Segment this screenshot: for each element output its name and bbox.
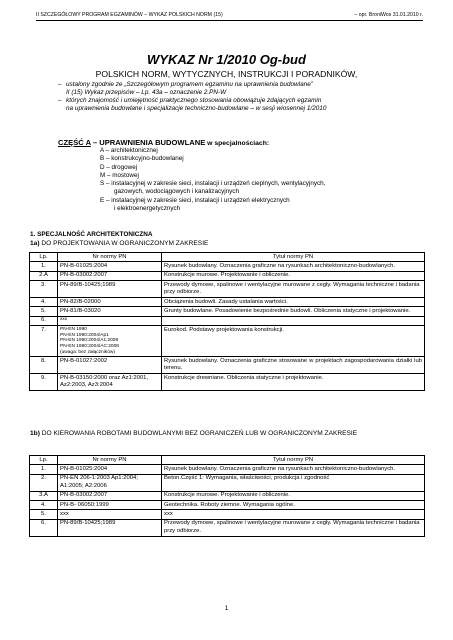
cell-title: [162, 316, 425, 325]
table-row: [30, 491, 425, 500]
cell-lp: 3.: [30, 281, 58, 298]
specialty-item: gazowych, wodociągowych i kanalizacyjnych: [114, 188, 239, 196]
cell-nr: PN-B-01025:2004: [58, 465, 162, 474]
cell-nr: PN-EN 206-1:2003 Ap1:2004; A1:2005; A2:2006: [58, 474, 162, 491]
running-header: [36, 6, 423, 21]
section-1a-label: 1a): [30, 240, 40, 247]
specialty-list: [100, 147, 325, 213]
table-row: [30, 474, 425, 491]
table-row: [30, 357, 425, 374]
document-title: WYKAZ Nr 1/2010 Og-bud: [147, 52, 306, 67]
col-lp-header: Lp.: [30, 456, 58, 465]
header-left: II SZCZEGÓŁOWY PROGRAM EGZAMINÓW – WYKAZ POLSKICH NORM (15): [36, 12, 223, 18]
table-row: [30, 316, 425, 325]
standards-table-1a: [29, 252, 425, 391]
note-line: których znajomość i umiejętność praktycznego stosowania obowiązuje zdających egzamin: [66, 97, 322, 104]
standards-table-1b: [29, 455, 425, 537]
specialty-item: A – architektonicznej: [100, 147, 158, 154]
cell-lp: 9.: [30, 374, 58, 391]
cell-nr: PN-B-03002:2007: [58, 491, 162, 500]
part-a-spec: w specjalnościach:: [205, 140, 270, 147]
part-a-text: – UPRAWNIENIA BUDOWLANE: [92, 138, 206, 147]
cell-title: Konstrukcje murowe. Projektowanie i obliczenie.: [162, 491, 425, 500]
cell-title: Konstrukcje murowe. Projektowanie i obliczenie.: [162, 271, 425, 280]
specialty-item: M – mostowej: [100, 171, 139, 179]
document-notes: [58, 81, 398, 113]
cell-title: Geotechnika. Roboty ziemne. Wymagania ogólne.: [162, 501, 425, 510]
cell-nr: xxx: [58, 510, 162, 519]
cell-title: Eurokod. Podstawy projektowania konstrukcji.: [162, 326, 425, 357]
specialty-item: B – konstrukcyjno-budowlanej: [100, 155, 184, 163]
col-nr-header: Nr normy PN: [58, 253, 162, 262]
cell-nr: PN-B-03150:2000 oraz Az1:2001, Az2:2003, Az3:2004: [58, 374, 162, 391]
table-row: [30, 307, 425, 316]
cell-lp: 8.: [30, 357, 58, 374]
cell-lp: 6.: [30, 519, 58, 536]
table-row: [30, 465, 425, 474]
cell-nr-sub: PN-EN 1990:2004/AC:2008: [60, 344, 119, 350]
part-a-label: CZĘŚĆ A: [58, 138, 91, 147]
cell-title: Beton.Część 1: Wymagania, właściwości, produkcja i zgodność: [162, 474, 425, 491]
note-line: II (15) Wykaz przepisów – Lp. 43a – oznaczenie 2.PN-W: [66, 89, 227, 96]
cell-lp: 5.: [30, 307, 58, 316]
cell-nr: PN-81/B-03020: [58, 307, 162, 316]
cell-nr: PN-B- 06050:1999: [58, 501, 162, 510]
cell-lp: 1.: [30, 465, 58, 474]
cell-title: Grunty budowlane. Posadowienie bezpośrednie budowli. Obliczenia statyczne i projektowanie.: [162, 307, 425, 316]
cell-title: Przewody dymowe, spalinowe i wentylacyjne murowane z cegły. Wymagania techniczne i badania przy odbiorze.: [162, 519, 425, 536]
table-row: [30, 374, 425, 391]
cell-nr: PN-B-01027:2002: [58, 357, 162, 374]
cell-lp: 4.: [30, 501, 58, 510]
table-row: [30, 281, 425, 298]
specialty-item: D – drogowej: [100, 163, 138, 171]
cell-nr: PN-B-01025:2004: [58, 262, 162, 271]
cell-lp: 3.A: [30, 491, 58, 500]
cell-nr-sub: PN-EN 1990:2004/Ap1: [60, 332, 109, 338]
cell-nr: PN-89/B-10425;1989: [58, 519, 162, 536]
cell-lp: 6.: [30, 316, 58, 325]
section-1-title: 1. SPECJALNOŚĆ ARCHITEKTONICZNA: [30, 231, 153, 238]
cell-title: Konstrukcje drewniane. Obliczenia statyczne i projektowanie.: [162, 374, 425, 391]
cell-title: Rysunek budowlany. Oznaczenia graficzne na rysunkach architektoniczno-budowlanych.: [162, 465, 425, 474]
cell-nr: [58, 326, 162, 357]
specialty-item: E – instalacyjnej w zakresie sieci, instalacji i urządzeń elektrycznych: [100, 196, 290, 204]
cell-title: Rysunek budowlany. Oznaczenia graficzne stosowane w projektach zagospodarowania działki lub terenu.: [162, 357, 425, 374]
table-row: [30, 510, 425, 519]
col-nr-header: Nr normy PN: [58, 456, 162, 465]
note-line: ustalony zgodnie ze „Szczegółowym programem egzaminu na uprawnienia budowlane”: [66, 81, 313, 88]
specialty-item: i elektroenergetycznych: [114, 205, 181, 213]
specialty-item: S – instalacyjnej w zakresie sieci, instalacji i urządzeń cieplnych, wentylacyjnych,: [100, 180, 326, 188]
section-1a-heading: [30, 240, 208, 247]
table-row: [30, 298, 425, 307]
table-row: [30, 501, 425, 510]
cell-title: Obciążenia budowli. Zasady ustalania wartości.: [162, 298, 425, 307]
cell-lp: 1.: [30, 262, 58, 271]
header-right: – opr. BroniWos 31.01.2010 r.: [354, 12, 423, 18]
cell-nr: PN-B-03002:2007: [58, 271, 162, 280]
cell-title: Przewody dymowe, spalinowe i wentylacyjne murowane z cegły. Wymagania techniczne i badania przy odbiorze.: [162, 281, 425, 298]
cell-lp: 2.A: [30, 271, 58, 280]
col-title-header: Tytuł normy PN: [162, 253, 425, 262]
cell-lp: 4.: [30, 298, 58, 307]
cell-lp: 2.: [30, 474, 58, 491]
page-number: 1: [224, 605, 229, 612]
cell-nr: PN-89/B-10425;1989: [58, 281, 162, 298]
cell-nr-sub: PN-EN 1990:2004/A1:2008: [60, 338, 119, 344]
cell-nr-sub: (uwaga: bez załączników): [60, 349, 115, 355]
part-a-heading: [58, 138, 269, 147]
table-row: [30, 271, 425, 280]
cell-title: Rysunek budowlany. Oznaczenia graficzne na rysunkach architektoniczno-budowlanych.: [162, 262, 425, 271]
table-row: [30, 262, 425, 271]
cell-nr-main: PN-EN 1990: [60, 326, 87, 332]
table-row: [30, 519, 425, 536]
table-header-row: [30, 253, 425, 262]
cell-lp: 7.: [30, 326, 58, 357]
section-1b-heading: [30, 430, 410, 438]
table-header-row: [30, 456, 425, 465]
note-line: na uprawnienia budowlane i specjalizacje techniczno-budowlane – w sesji wiosennej 1/2010: [66, 105, 327, 112]
cell-nr: xxx: [58, 316, 162, 325]
cell-nr: PN-82/B-02000: [58, 298, 162, 307]
col-lp-header: Lp.: [30, 253, 58, 262]
note-dash: –: [58, 97, 62, 104]
section-1b-label: 1b): [30, 430, 40, 437]
note-dash: –: [58, 81, 62, 88]
section-1b-text: DO KIEROWANIA ROBOTAMI BUDOWLANYMI BEZ OGRANICZEŃ LUB W OGRANICZONYM ZAKRESIE: [39, 430, 358, 437]
col-title-header: Tytuł normy PN: [162, 456, 425, 465]
cell-title: xxx: [162, 510, 425, 519]
document-subtitle: POLSKICH NORM, WYTYCZNYCH, INSTRUKCJI I PORADNIKÓW,: [95, 69, 358, 79]
table-row: [30, 326, 425, 357]
section-1a-text: DO PROJEKTOWANIA W OGRANICZONYM ZAKRESIE: [39, 240, 209, 247]
cell-lp: 5.: [30, 510, 58, 519]
